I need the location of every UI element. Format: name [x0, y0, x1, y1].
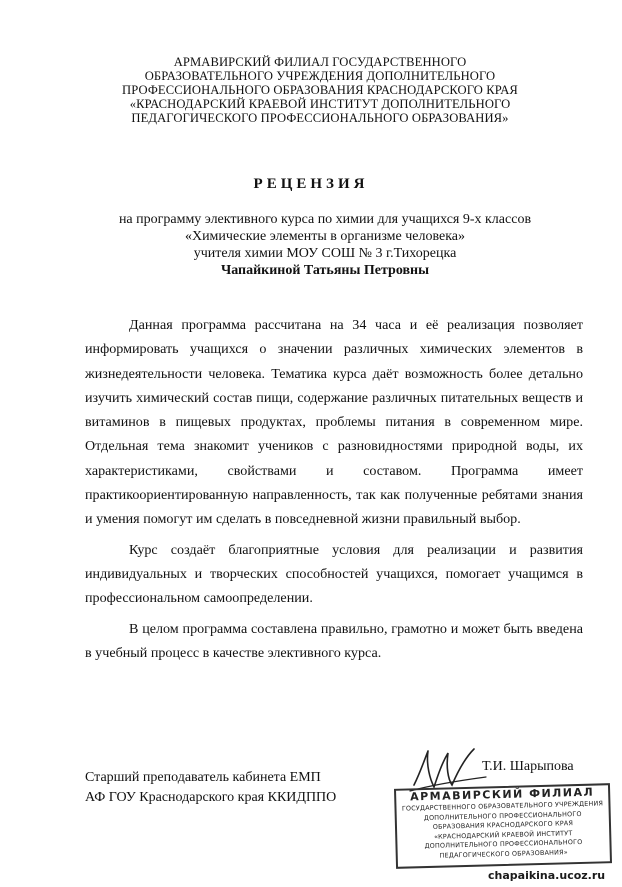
- body-paragraph: В целом программа составлена правильно, грамотно и может быть введена в учебный процесс в качестве элективного курса.: [85, 620, 583, 661]
- header-line: «КРАСНОДАРСКИЙ КРАЕВОЙ ИНСТИТУТ ДОПОЛНИТЕЛЬНОГО: [129, 97, 511, 111]
- author-name: Чапайкиной Татьяны Петровны: [220, 263, 430, 278]
- stamp-line: ДОПОЛНИТЕЛЬНОГО ПРОФЕССИОНАЛЬНОГО: [423, 809, 582, 822]
- site-watermark: chapaikina.ucoz.ru: [488, 869, 606, 882]
- body-paragraph: Данная программа рассчитана на 34 часа и её реализация позволяет информировать учащихся о значении различных химических элементов в жизнедеятельности человека. Тематика курса даёт возможность более детально изучить химический состав пищи, содержание различных питательных веществ и витаминов в пищевых продуктах, проблемы питания в современном мире. Отдельная тема знакомит учеников с разновидностями природной воды, их характеристиками, свойствами и составом. Программа имеет практикоориентированную направленность, так как полученные ребятами знания и умения помогут им сделать в повседневной жизни правильный выбор.: [85, 317, 583, 528]
- course-name: «Химические элементы в организме человека»: [184, 229, 466, 244]
- document-title: РЕЦЕНЗИЯ: [253, 176, 369, 192]
- stamp-line: ГОСУДАРСТВЕННОГО ОБРАЗОВАТЕЛЬНОГО УЧРЕЖДЕНИЯ: [401, 799, 604, 813]
- stamp-title: АРМАВИРСКИЙ ФИЛИАЛ: [409, 785, 595, 804]
- reviewer-position-line: АФ ГОУ Краснодарского края ККИДППО: [85, 790, 337, 805]
- header-line: ПРОФЕССИОНАЛЬНОГО ОБРАЗОВАНИЯ КРАСНОДАРСКОГО КРАЯ: [122, 83, 518, 97]
- reviewer-position: [85, 768, 336, 808]
- review-body: [85, 313, 583, 671]
- stamp-line: ПЕДАГОГИЧЕСКОГО ОБРАЗОВАНИЯ»: [439, 848, 568, 860]
- header-line: ОБРАЗОВАТЕЛЬНОГО УЧРЕЖДЕНИЯ ДОПОЛНИТЕЛЬНОГО: [144, 69, 496, 83]
- author-position: учителя химии МОУ СОШ № 3 г.Тихорецка: [193, 246, 457, 261]
- review-subject: [100, 211, 550, 279]
- stamp-line: ДОПОЛНИТЕЛЬНОГО ПРОФЕССИОНАЛЬНОГО: [424, 838, 583, 851]
- stamp-line: ОБРАЗОВАНИЯ КРАСНОДАРСКОГО КРАЯ: [432, 819, 574, 832]
- header-line: АРМАВИРСКИЙ ФИЛИАЛ ГОСУДАРСТВЕННОГО: [173, 55, 467, 69]
- institution-header: [90, 55, 550, 125]
- subject-line: на программу элективного курса по химии для учащихся 9-х классов: [118, 212, 532, 227]
- header-line: ПЕДАГОГИЧЕСКОГО ПРОФЕССИОНАЛЬНОГО ОБРАЗОВАНИЯ»: [131, 111, 509, 125]
- body-paragraph: Курс создаёт благоприятные условия для реализации и развития индивидуальных и творческих способностей учащихся, помогает учащимся в профессиональном самоопределении.: [85, 541, 583, 607]
- official-stamp: [394, 783, 612, 869]
- reviewer-name: Т.И. Шарыпова: [482, 759, 574, 774]
- stamp-line: «КРАСНОДАРСКИЙ КРАЕВОЙ ИНСТИТУТ: [433, 828, 573, 841]
- reviewer-position-line: Старший преподаватель кабинета ЕМП: [85, 770, 321, 785]
